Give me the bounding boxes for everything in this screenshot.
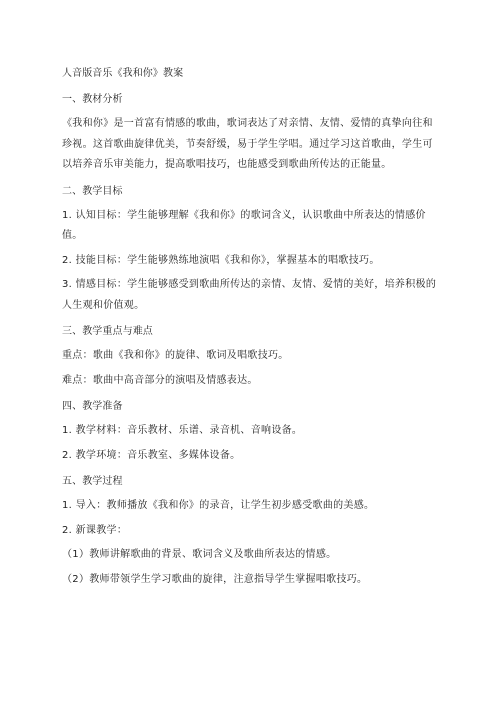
process-substep-2: （2）教师带领学生学习歌曲的旋律，注意指导学生掌握唱歌技巧。 — [62, 573, 368, 585]
section-heading-process: 五、教学过程 — [62, 476, 123, 487]
analysis-paragraph: 《我和你》是一首富有情感的歌曲，歌词表达了对亲情、友情、爱情的真挚向往和珍视。这首歌曲旋律优美，节奏舒缓，易于学生学唱。通过学习这首歌曲，学生可以培养音乐审美能力，提高歌唱技巧，也能感受到歌曲所传达的正能量。 — [62, 118, 433, 170]
preparation-environment: 2. 教学环境：音乐教室、多媒体设备。 — [62, 449, 241, 461]
goal-cognitive: 1. 认知目标：学生能够理解《我和你》的歌词含义，认识歌曲中所表达的情感价值。 — [62, 209, 426, 241]
process-step-intro: 1. 导入：教师播放《我和你》的录音，让学生初步感受歌曲的美感。 — [62, 500, 375, 511]
section-heading-analysis: 一、教材分析 — [62, 94, 123, 105]
preparation-materials: 1. 教学材料：音乐教材、乐谱、录音机、音响设备。 — [62, 425, 303, 436]
goal-emotion: 3. 情感目标：学生能够感受到歌曲所传达的亲情、友情、爱情的美好，培养积极的人生观和价值观。 — [62, 279, 437, 311]
goal-skill: 2. 技能目标：学生能够熟练地演唱《我和你》，掌握基本的唱歌技巧。 — [62, 254, 380, 266]
process-substep-1: （1）教师讲解歌曲的背景、歌词含义及歌曲所表达的情感。 — [62, 549, 337, 560]
document-title: 人音版音乐《我和你》教案 — [62, 68, 184, 79]
difficult-point: 难点：歌曲中高音部分的演唱及情感表达。 — [62, 374, 258, 386]
section-heading-key-points: 三、教学重点与难点 — [62, 326, 153, 337]
process-step-new-lesson: 2. 新课教学： — [62, 524, 128, 536]
document-content — [62, 64, 437, 590]
section-heading-preparation: 四、教学准备 — [62, 401, 123, 412]
key-point: 重点：歌曲《我和你》的旋律、歌词及唱歌技巧。 — [62, 350, 289, 361]
section-heading-goals: 二、教学目标 — [62, 185, 123, 197]
